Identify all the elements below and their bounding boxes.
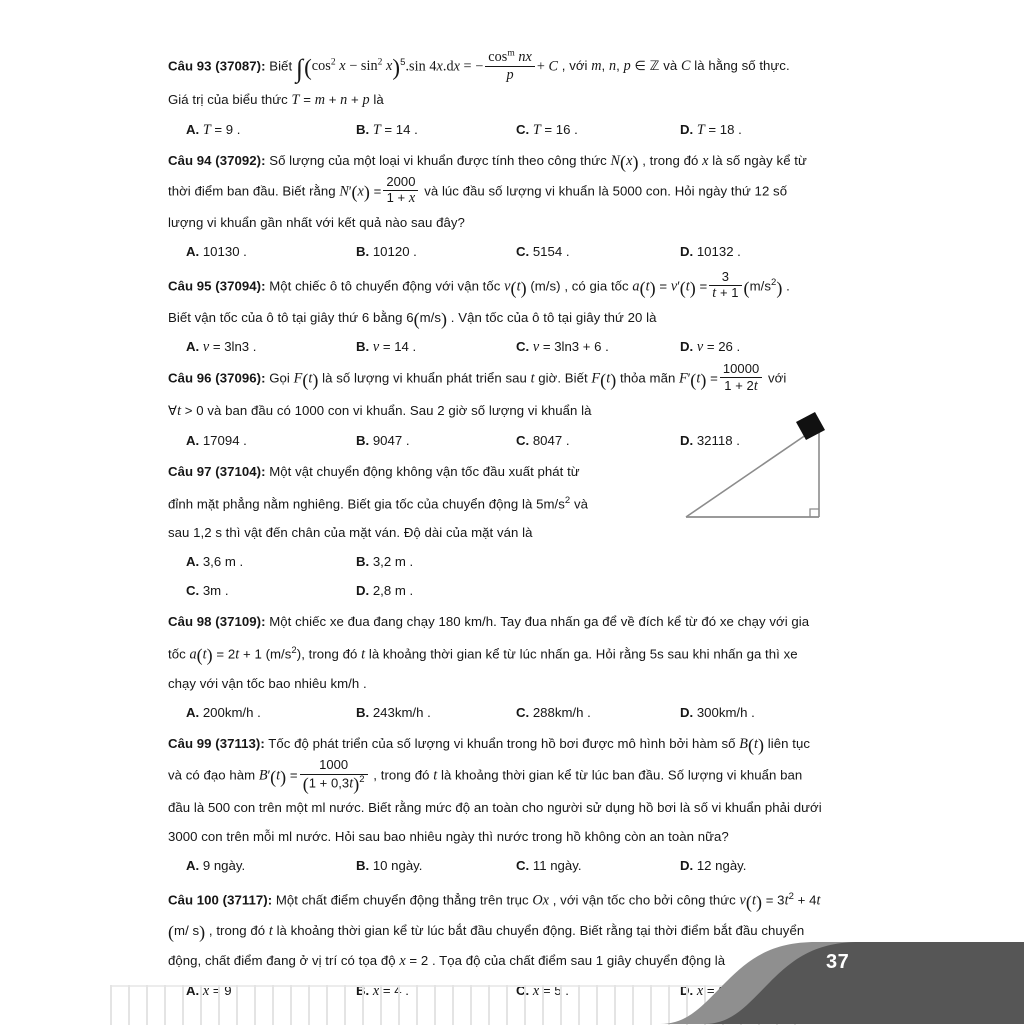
question-95-line-2: Biết vận tốc của ô tô tại giây thứ 6 bằng 6(m/s) . Vận tốc của ô tô tại giây thứ 20 là: [168, 309, 657, 330]
question-98-line-3: chạy với vận tốc bao nhiêu km/h .: [168, 676, 367, 692]
question-97-answers-row-1: [168, 547, 868, 576]
option-d[interactable]: D. 300km/h .: [680, 705, 755, 721]
option-b[interactable]: B. 9047 .: [356, 432, 410, 448]
right-angle-marker: [810, 509, 819, 517]
option-a[interactable]: A. 10130 .: [186, 244, 247, 260]
page-number: 37: [826, 951, 850, 973]
question-95-line-1: Câu 95 (37094): Một chiếc ô tô chuyển động với vận tốc v(t) (m/s) , có gia tốc a(t) = v′(t) = $\frac{3}{t + 1}$ $(m/s^2)$ .: [168, 268, 790, 302]
question-99-answers: [168, 851, 868, 880]
question-97-number: Câu 97 (37104):: [168, 463, 266, 479]
question-94-line-2: thời điểm ban đầu. Biết rằng N′(x) = $\frac{2000}{1 + x}$ và lúc đầu số lượng vi khuẩn là 5000 con. Hỏi ngày thứ 12 số: [168, 173, 788, 207]
question-98-line-1: Câu 98 (37109): Một chiếc xe đua đang chạy 180 km/h. Tay đua nhấn ga để về đích kể từ đó xe chạy với gia: [168, 614, 810, 630]
inclined-plane-diagram: [668, 404, 868, 534]
option-a[interactable]: A. v = 3ln3 .: [186, 339, 257, 356]
question-96-line-2: ∀t > 0 và ban đầu có 1000 con vi khuẩn. Sau 2 giờ số lượng vi khuẩn là: [168, 402, 592, 419]
question-block-94: [168, 146, 868, 266]
option-c[interactable]: C. 288km/h .: [516, 705, 591, 721]
sliding-block-icon: [796, 412, 825, 440]
question-95-number: Câu 95 (37094):: [168, 278, 266, 294]
question-block-98: [168, 607, 868, 727]
question-97-line-3: sau 1,2 s thì vật đến chân của mặt ván. Độ dài của mặt ván là: [168, 525, 533, 541]
question-98-line-2: tốc a(t) = 2t + 1 $(m/s^2)$, trong đó t là khoảng thời gian kể từ lúc nhấn ga. Hỏi rằng 5s sau khi nhấn ga thì xe: [168, 645, 798, 666]
question-96-number: Câu 96 (37096):: [168, 370, 266, 386]
question-98-answers: [168, 698, 868, 727]
option-b[interactable]: B. T = 14 .: [356, 121, 418, 138]
option-a[interactable]: A. 200km/h .: [186, 705, 261, 721]
option-a[interactable]: A. 17094 .: [186, 432, 247, 448]
question-96-line-1: Câu 96 (37096): Gọi F(t) là số lượng vi khuẩn phát triển sau t giờ. Biết F(t) thỏa mãn F′(t) = $\frac{10000}{1 + 2t}$ với: [168, 361, 787, 394]
question-97-line-1: Câu 97 (37104): Một vật chuyển động không vận tốc đầu xuất phát từ: [168, 463, 580, 479]
option-b[interactable]: B. 243km/h .: [356, 705, 431, 721]
question-100-number: Câu 100 (37117):: [168, 892, 273, 908]
option-d[interactable]: D. T = 18 .: [680, 121, 742, 138]
question-97-line-2: đỉnh mặt phẳng nằm nghiêng. Biết gia tốc của chuyển động là $5m/s^2$ và: [168, 494, 588, 512]
question-94-line-3: lượng vi khuẩn gần nhất với kết quả nào sau đây?: [168, 215, 465, 231]
fraction-q99: $\frac{1000}{(1 + 0,3t)^2}$: [300, 758, 368, 792]
option-d[interactable]: D. v = 26 .: [680, 339, 741, 356]
question-99-line-2: và có đạo hàm B′(t) = $\frac{1000}{(1 + 0,3t)^2}$ , trong đó t là khoảng thời gian kể từ lúc ban đầu. Số lượng vi khuẩn ban: [168, 757, 803, 795]
question-block-99: [168, 729, 868, 880]
question-100-line-2: (m/ s) , trong đó t là khoảng thời gian kể từ lúc bắt đầu chuyển động. Biết rằng tại thời điểm bắt đầu chuyển: [168, 921, 805, 942]
question-95-answers: [168, 332, 868, 361]
question-93-tail: , với m, n, p ∈ ℤ và C là hằng số thực.: [561, 58, 790, 75]
option-c[interactable]: C. 5154 .: [516, 244, 570, 260]
option-d[interactable]: D. 2,8 m .: [356, 583, 414, 599]
incline-surface-line: [686, 426, 819, 517]
fraction-q93: $\frac{\cos^m nx}{p}$: [485, 48, 535, 84]
question-94-answers: [168, 237, 868, 266]
question-93-answers: [168, 115, 868, 144]
option-d[interactable]: D. 12 ngày.: [680, 858, 747, 874]
option-b[interactable]: B. v = 14 .: [356, 339, 417, 356]
fraction-q96: $\frac{10000}{1 + 2t}$: [720, 362, 762, 394]
question-93-prefix: Biết: [269, 58, 293, 74]
fraction-q94: $\frac{2000}{1 + x}$: [383, 175, 418, 207]
question-98-number: Câu 98 (37109):: [168, 614, 266, 630]
question-93-number: Câu 93 (37087):: [168, 58, 266, 74]
question-93-line-2: Giá trị của biểu thức T = m + n + p là: [168, 91, 384, 108]
question-94-number: Câu 94 (37092):: [168, 152, 266, 168]
option-c[interactable]: C. v = 3ln3 + 6 .: [516, 339, 609, 356]
option-b[interactable]: B. 3,2 m .: [356, 554, 414, 570]
question-100-line-1: Câu 100 (37117): Một chất điểm chuyển động thẳng trên trục Ox , với vận tốc cho bởi công thức $v(t) = 3t^2 + 4t$: [168, 891, 821, 912]
question-100-line-3: động, chất điểm đang ở vị trí có tọa độ x = 2 . Tọa độ của chất điểm sau 1 giây chuyển động là: [168, 952, 726, 969]
option-d[interactable]: D. 32118 .: [680, 432, 740, 448]
option-c[interactable]: C. 3m .: [186, 583, 229, 599]
option-b[interactable]: B. 10120 .: [356, 244, 417, 260]
question-99-line-4: 3000 con trên mỗi ml nước. Hỏi sau bao nhiêu ngày thì nước trong hồ không còn an toàn nữa?: [168, 829, 729, 845]
option-a[interactable]: A. 3,6 m .: [186, 554, 244, 570]
question-block-95: [168, 268, 868, 361]
option-b[interactable]: B. 10 ngày.: [356, 858, 423, 874]
option-a[interactable]: A. 9 ngày.: [186, 858, 246, 874]
question-94-line-1: Câu 94 (37092): Số lượng của một loại vi khuẩn được tính theo công thức N(x) , trong đó x là số ngày kể từ: [168, 151, 807, 172]
question-99-number: Câu 99 (37113):: [168, 736, 265, 752]
question-99-line-3: đầu là 500 con trên một ml nước. Biết rằng mức độ an toàn cho người sử dụng hồ bơi là số vi khuẩn phải dưới: [168, 800, 822, 816]
option-c[interactable]: C. 11 ngày.: [516, 858, 582, 874]
option-c[interactable]: C. T = 16 .: [516, 121, 578, 138]
question-99-line-1: Câu 99 (37113): Tốc độ phát triển của số lượng vi khuẩn trong hồ bơi được mô hình bởi hàm số B(t) liên tục: [168, 735, 810, 756]
question-93-line-1: Câu 93 (37087): Biết $\int(\cos^2$ $x - \sin^2 x)^5.\sin$ 4x.dx = − $\frac{\cos^m nx}{p}$ + C , với m, n, p ∈ ℤ và C là hằng số thực.: [168, 48, 790, 84]
option-a[interactable]: A. T = 9 .: [186, 121, 241, 138]
fraction-q95: $\frac{3}{t + 1}$: [709, 270, 741, 302]
question-97-answers-row-2: [168, 576, 868, 605]
question-block-93: [168, 48, 868, 144]
option-c[interactable]: C. 8047 .: [516, 432, 570, 448]
inclined-plane-svg: [668, 404, 868, 534]
option-d[interactable]: D. 10132 .: [680, 244, 741, 260]
